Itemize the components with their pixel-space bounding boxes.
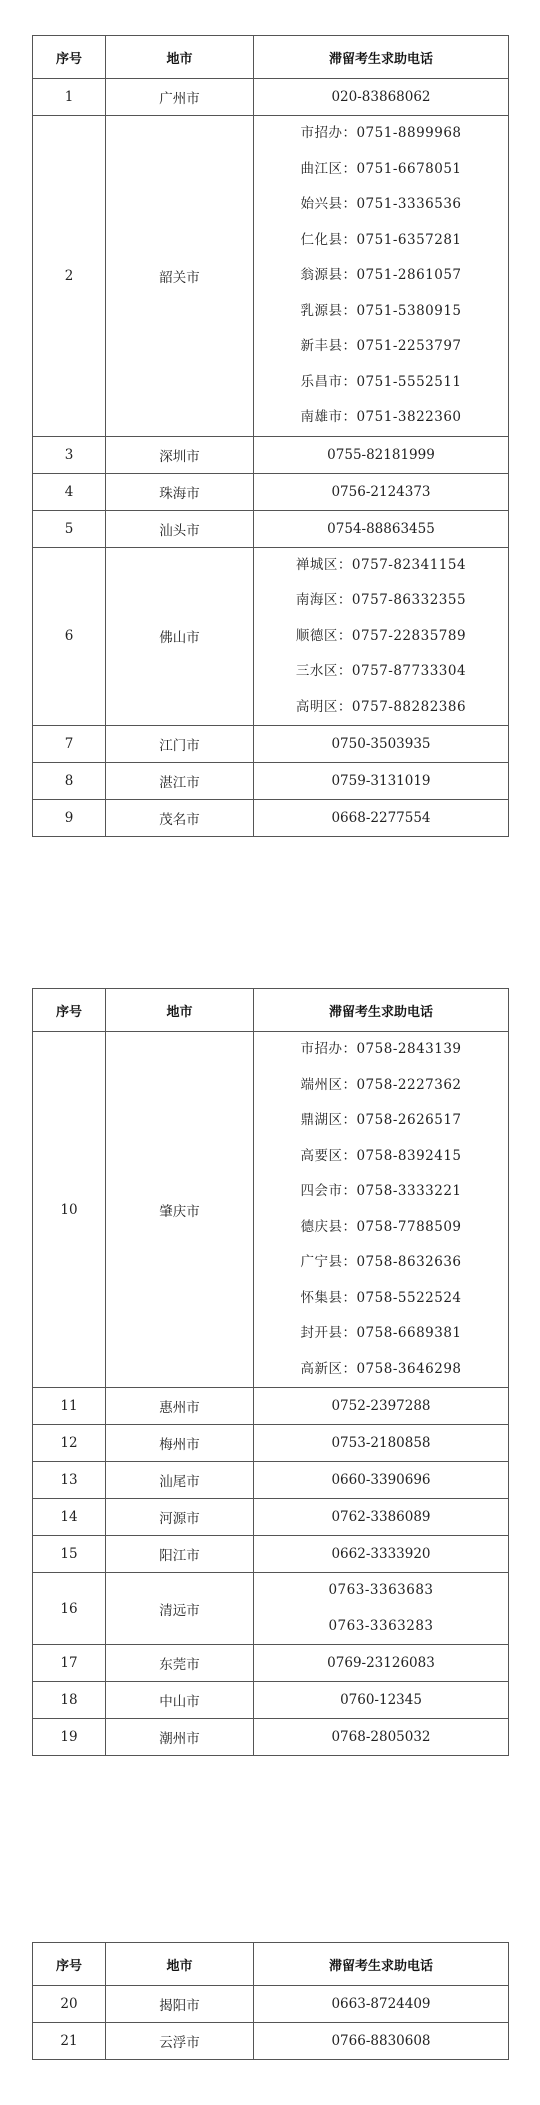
header-no: 序号 [33, 989, 106, 1032]
phone-number: 0763-3363683 [328, 1582, 434, 1598]
header-city: 地市 [106, 1943, 254, 1986]
city-name: 惠州市 [106, 1388, 254, 1425]
phone-number: 仁化县：0751-6357281 [300, 231, 462, 248]
phone-cell [254, 1032, 509, 1388]
phone-number: 0662-3333920 [254, 1536, 509, 1573]
row-number: 7 [33, 726, 106, 763]
header-row [33, 1943, 509, 1986]
city-name: 佛山市 [106, 547, 254, 726]
city-name: 江门市 [106, 726, 254, 763]
phone-number: 禅城区：0757-82341154 [295, 556, 467, 573]
row-number: 13 [33, 1462, 106, 1499]
phone-number: 三水区：0757-87733304 [295, 663, 467, 679]
city-name: 潮州市 [106, 1719, 254, 1756]
row-number: 16 [33, 1573, 106, 1645]
city-name: 广州市 [106, 79, 254, 116]
table-row [33, 1682, 509, 1719]
header-city: 地市 [106, 36, 254, 79]
phone-number: 高新区：0758-3646298 [300, 1360, 462, 1377]
row-number: 9 [33, 800, 106, 837]
row-number: 11 [33, 1388, 106, 1425]
phone-number: 0769-23126083 [254, 1645, 509, 1682]
row-number: 19 [33, 1719, 106, 1756]
phone-number: 高明区：0757-88282386 [295, 698, 467, 715]
phone-number: 0660-3390696 [254, 1462, 509, 1499]
city-name: 揭阳市 [106, 1986, 254, 2023]
hotline-table-1 [32, 35, 509, 837]
phone-number: 0768-2805032 [254, 1719, 509, 1756]
table-row [33, 1536, 509, 1573]
city-name: 湛江市 [106, 763, 254, 800]
table-row [33, 726, 509, 763]
phone-number: 0756-2124373 [254, 473, 509, 510]
phone-number: 南海区：0757-86332355 [295, 592, 467, 608]
phone-cell [254, 116, 509, 437]
city-name: 清远市 [106, 1573, 254, 1645]
city-name: 中山市 [106, 1682, 254, 1719]
row-number: 10 [33, 1032, 106, 1388]
hotline-table-3 [32, 1942, 509, 2060]
row-number: 1 [33, 79, 106, 116]
header-phone: 滞留考生求助电话 [254, 1943, 509, 1986]
table-row [33, 1573, 509, 1645]
table-row [33, 547, 509, 726]
phone-number: 新丰县：0751-2253797 [300, 338, 462, 354]
phone-number: 鼎湖区：0758-2626517 [300, 1112, 462, 1128]
row-number: 6 [33, 547, 106, 726]
phone-number: 0750-3503935 [254, 726, 509, 763]
phone-number: 市招办：0751-8899968 [300, 125, 462, 141]
city-name: 深圳市 [106, 436, 254, 473]
table-row [33, 1645, 509, 1682]
row-number: 3 [33, 436, 106, 473]
table-row [33, 79, 509, 116]
table-row [33, 116, 509, 437]
row-number: 14 [33, 1499, 106, 1536]
phone-number: 德庆县：0758-7788509 [300, 1218, 462, 1235]
table-row [33, 1462, 509, 1499]
header-city: 地市 [106, 989, 254, 1032]
city-name: 茂名市 [106, 800, 254, 837]
header-no: 序号 [33, 36, 106, 79]
row-number: 21 [33, 2023, 106, 2060]
city-name: 东莞市 [106, 1645, 254, 1682]
phone-number: 始兴县：0751-3336536 [300, 196, 462, 212]
phone-number: 怀集县：0758-5522524 [300, 1289, 462, 1306]
header-row [33, 989, 509, 1032]
phone-number: 四会市：0758-3333221 [300, 1183, 462, 1199]
table-row [33, 1986, 509, 2023]
header-no: 序号 [33, 1943, 106, 1986]
row-number: 5 [33, 510, 106, 547]
city-name: 汕头市 [106, 510, 254, 547]
phone-cell [254, 1573, 509, 1645]
phone-number: 顺德区：0757-22835789 [295, 627, 467, 644]
phone-number: 曲江区：0751-6678051 [300, 160, 462, 177]
hotline-table-2 [32, 988, 509, 1756]
phone-number: 0759-3131019 [254, 763, 509, 800]
row-number: 8 [33, 763, 106, 800]
row-number: 15 [33, 1536, 106, 1573]
phone-number: 0663-8724409 [254, 1986, 509, 2023]
row-number: 12 [33, 1425, 106, 1462]
phone-number: 0668-2277554 [254, 800, 509, 837]
header-phone: 滞留考生求助电话 [254, 36, 509, 79]
table-row [33, 763, 509, 800]
phone-number: 翁源县：0751-2861057 [300, 267, 462, 283]
table-row [33, 1719, 509, 1756]
phone-number: 0762-3386089 [254, 1499, 509, 1536]
table-row [33, 1032, 509, 1388]
city-name: 阳江市 [106, 1536, 254, 1573]
table-row [33, 800, 509, 837]
phone-number: 端州区：0758-2227362 [300, 1076, 462, 1093]
table-row [33, 1388, 509, 1425]
phone-number: 广宁县：0758-8632636 [300, 1254, 462, 1270]
table-row [33, 510, 509, 547]
table-row [33, 1425, 509, 1462]
city-name: 梅州市 [106, 1425, 254, 1462]
phone-number: 乐昌市：0751-5552511 [300, 373, 462, 390]
table-row [33, 1499, 509, 1536]
row-number: 20 [33, 1986, 106, 2023]
city-name: 珠海市 [106, 473, 254, 510]
phone-number: 0760-12345 [254, 1682, 509, 1719]
phone-number: 高要区：0758-8392415 [300, 1147, 462, 1164]
phone-number: 020-83868062 [254, 79, 509, 116]
phone-number: 0766-8830608 [254, 2023, 509, 2060]
phone-number: 0752-2397288 [254, 1388, 509, 1425]
row-number: 4 [33, 473, 106, 510]
phone-cell [254, 547, 509, 726]
row-number: 2 [33, 116, 106, 437]
phone-number: 封开县：0758-6689381 [300, 1325, 462, 1341]
header-row [33, 36, 509, 79]
table-row [33, 473, 509, 510]
phone-number: 0763-3363283 [328, 1617, 434, 1634]
phone-number: 乳源县：0751-5380915 [300, 302, 462, 319]
city-name: 韶关市 [106, 116, 254, 437]
table-row [33, 436, 509, 473]
city-name: 河源市 [106, 1499, 254, 1536]
phone-number: 0754-88863455 [254, 510, 509, 547]
table-row [33, 2023, 509, 2060]
city-name: 肇庆市 [106, 1032, 254, 1388]
phone-number: 0755-82181999 [254, 436, 509, 473]
city-name: 云浮市 [106, 2023, 254, 2060]
city-name: 汕尾市 [106, 1462, 254, 1499]
phone-number: 南雄市：0751-3822360 [300, 409, 462, 425]
row-number: 18 [33, 1682, 106, 1719]
phone-number: 0753-2180858 [254, 1425, 509, 1462]
phone-number: 市招办：0758-2843139 [300, 1041, 462, 1057]
header-phone: 滞留考生求助电话 [254, 989, 509, 1032]
row-number: 17 [33, 1645, 106, 1682]
